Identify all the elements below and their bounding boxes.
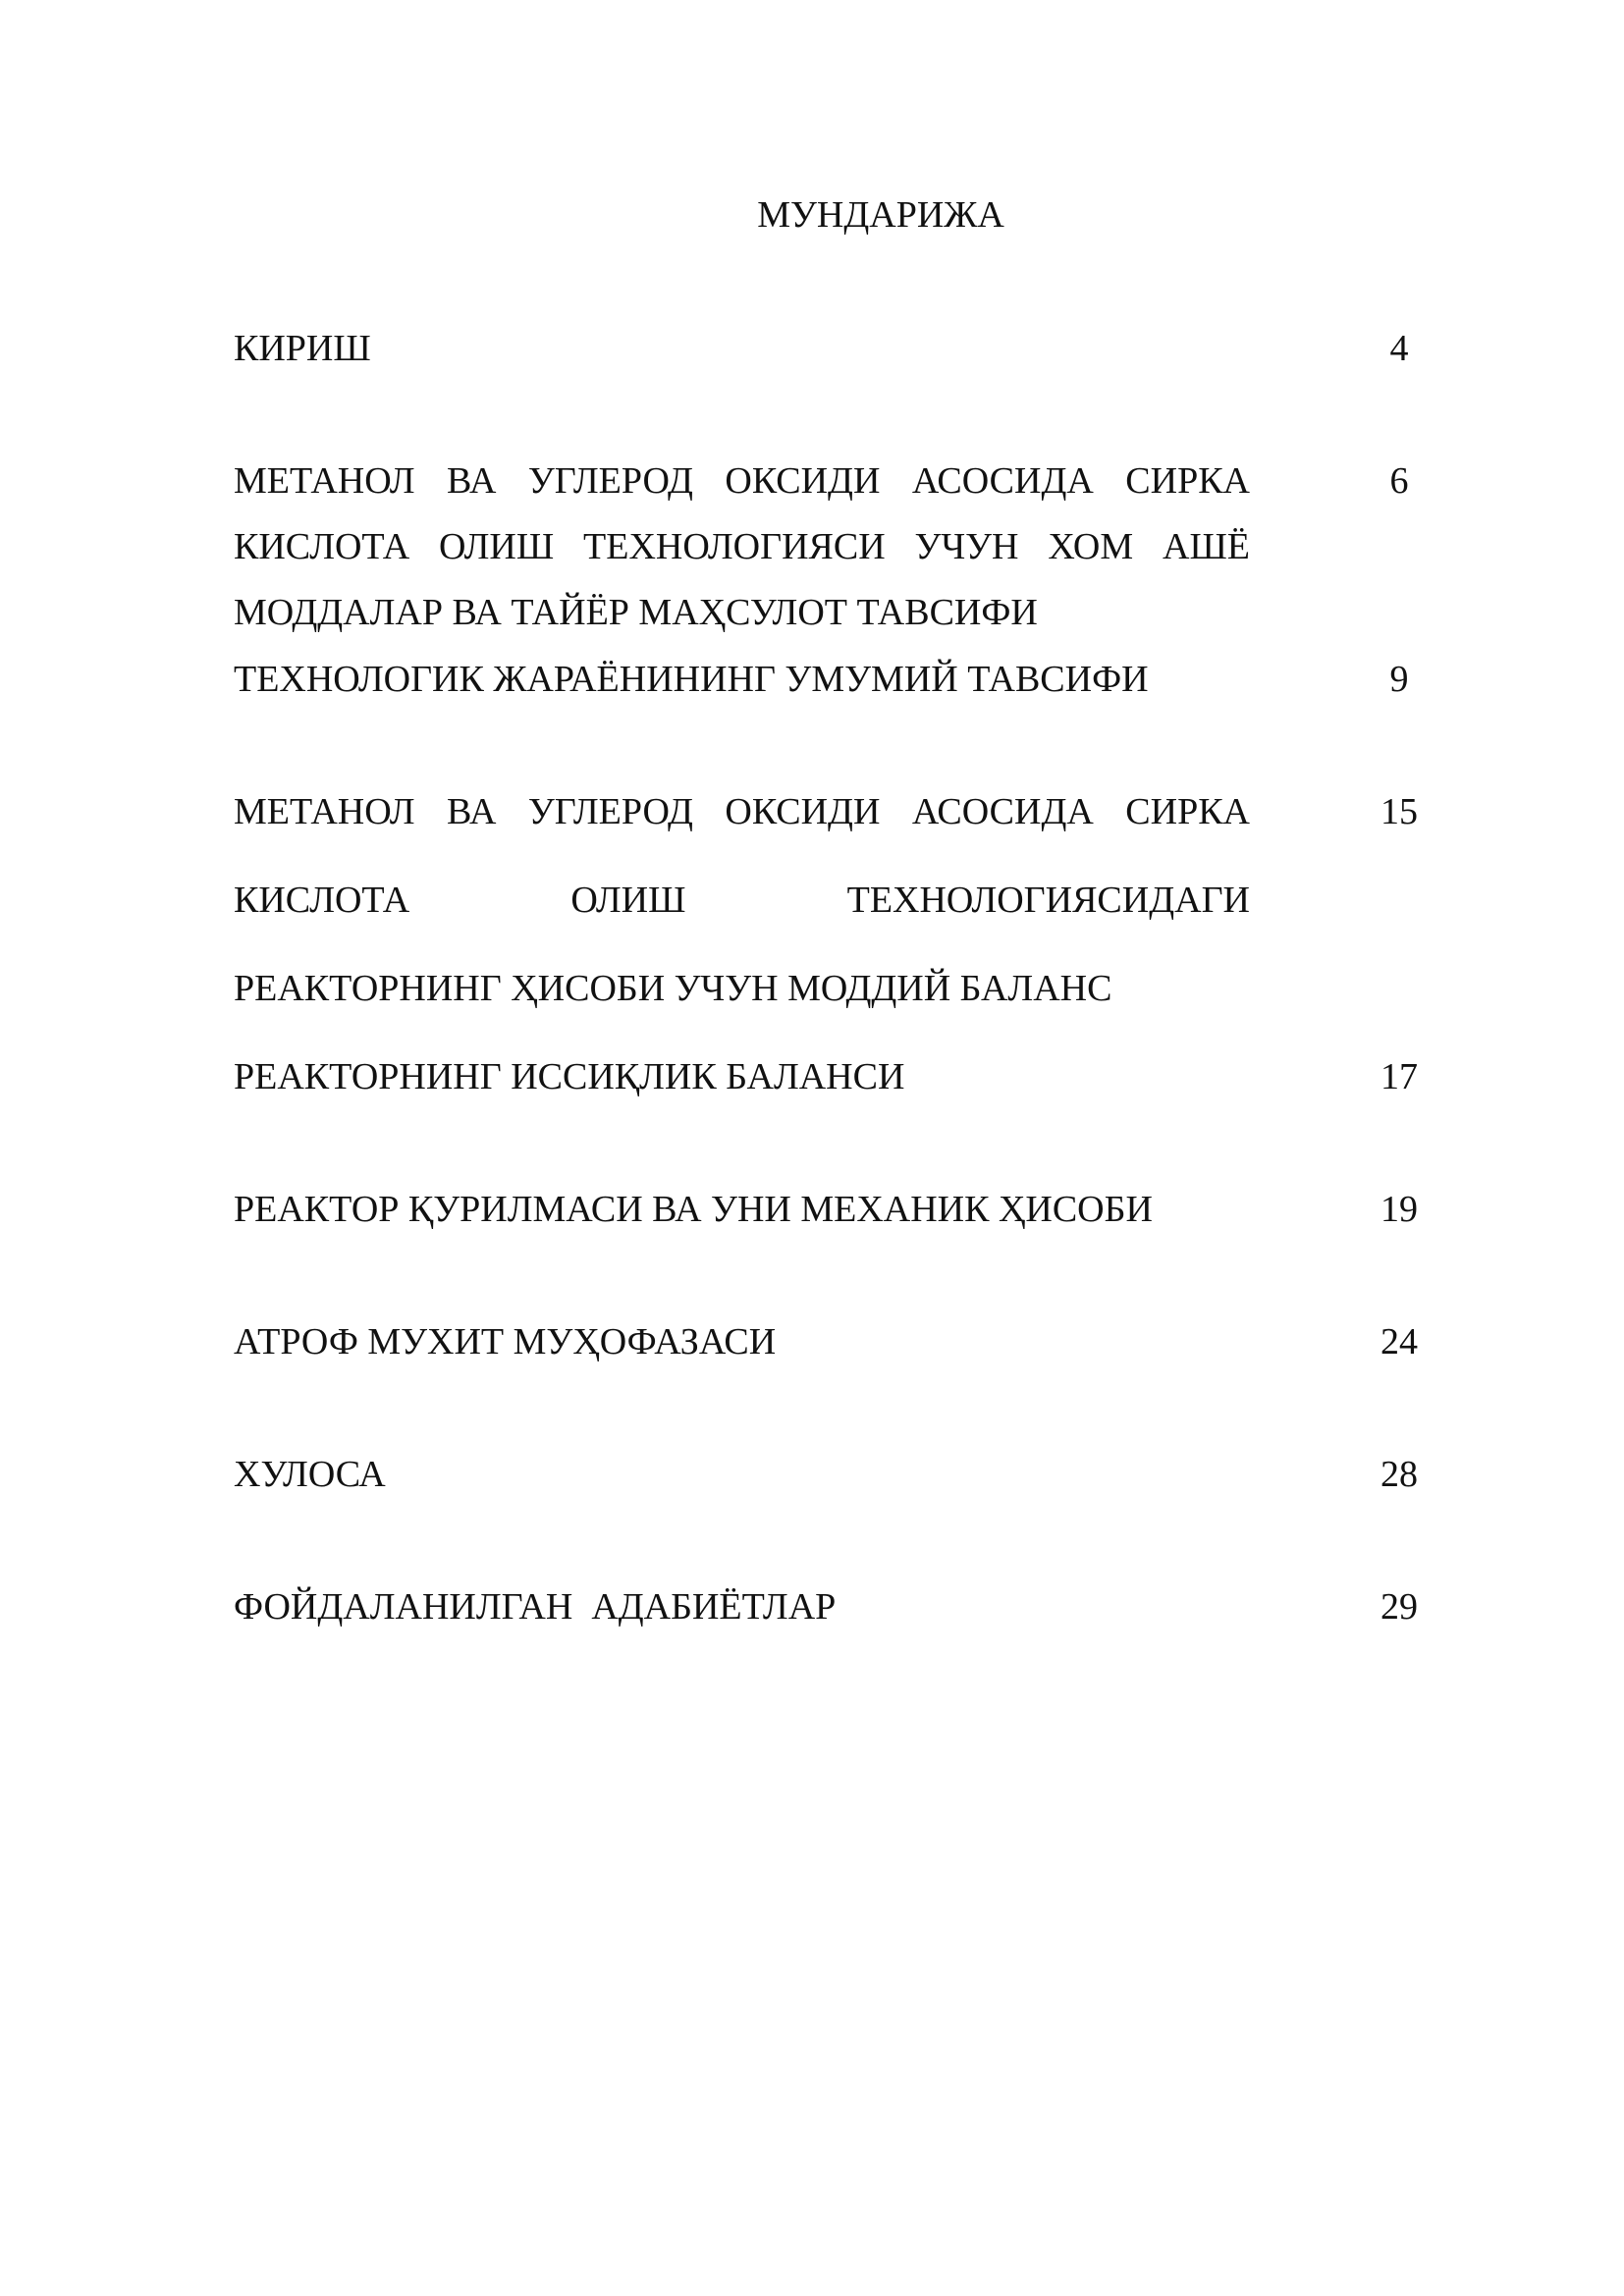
toc-entry-title: ТЕХНОЛОГИК ЖАРАЁНИНИНГ УМУМИЙ ТАВСИФИ (234, 659, 1149, 700)
toc-entry-title: РЕАКТОР ҚУРИЛМАСИ ВА УНИ МЕХАНИК ҲИСОБИ (234, 1189, 1153, 1230)
toc-entry-title: ХУЛОСА (234, 1454, 386, 1495)
toc-page-number: 9 (1389, 659, 1409, 700)
toc-page-number: 29 (1380, 1586, 1418, 1628)
toc-entry-title: АТРОФ МУХИТ МУҲОФАЗАСИ (234, 1321, 777, 1362)
toc-page-number: 6 (1389, 460, 1409, 502)
toc-entry-title-line: МОДДАЛАР ВА ТАЙЁР МАҲСУЛОТ ТАВСИФИ (234, 592, 1038, 633)
toc-page-number: 4 (1389, 328, 1409, 369)
toc-entry-title: ФОЙДАЛАНИЛГАН АДАБИЁТЛАР (234, 1586, 837, 1628)
toc-entry-title-line: КИСЛОТА ОЛИШ ТЕХНОЛОГИЯСИДАГИ (234, 880, 1250, 921)
page-title: МУНДАРИЖА (757, 194, 1004, 236)
toc-entry-title-line: КИСЛОТА ОЛИШ ТЕХНОЛОГИЯСИ УЧУН ХОМ АШЁ (234, 526, 1250, 567)
toc-entry-title: РЕАКТОРНИНГ ИССИҚЛИК БАЛАНСИ (234, 1056, 905, 1097)
toc-entry-title: КИРИШ (234, 328, 371, 369)
toc-entry-title-line: МЕТАНОЛ ВА УГЛЕРОД ОКСИДИ АСОСИДА СИРКА (234, 791, 1250, 832)
toc-entry-title-line: МЕТАНОЛ ВА УГЛЕРОД ОКСИДИ АСОСИДА СИРКА (234, 460, 1250, 502)
toc-page-number: 28 (1380, 1454, 1418, 1495)
toc-page-number: 24 (1380, 1321, 1418, 1362)
toc-page-number: 17 (1380, 1056, 1418, 1097)
toc-page-number: 19 (1380, 1189, 1418, 1230)
toc-entry-title-line: РЕАКТОРНИНГ ҲИСОБИ УЧУН МОДДИЙ БАЛАНС (234, 968, 1112, 1009)
toc-page-number: 15 (1380, 791, 1418, 832)
